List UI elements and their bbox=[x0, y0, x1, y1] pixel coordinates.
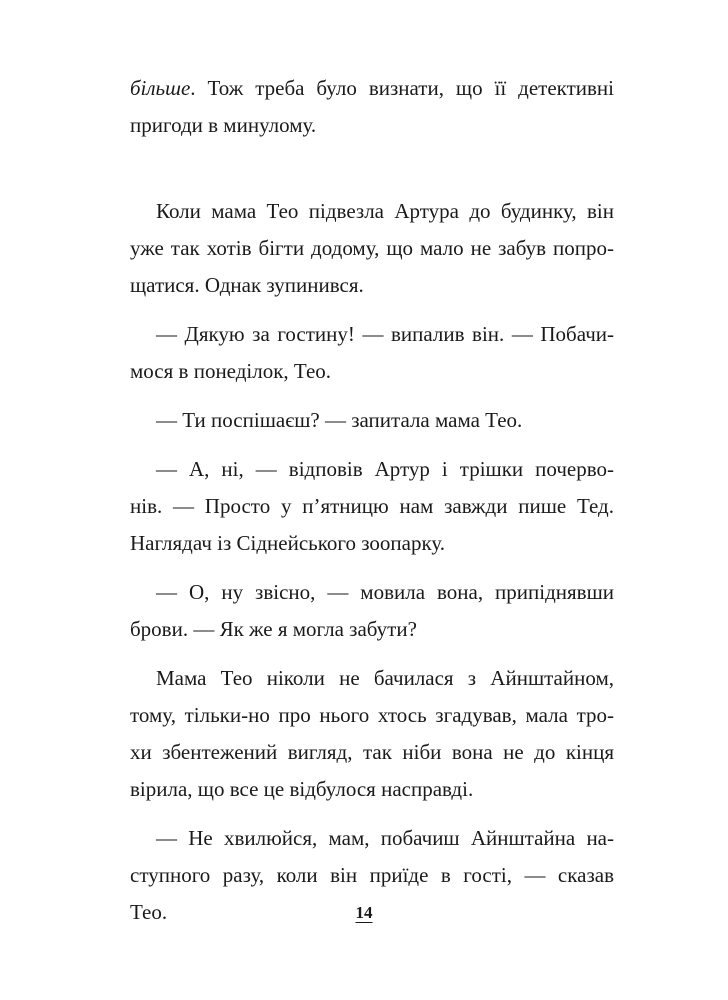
text-line: Наглядач із Сіднейського зоопарку. bbox=[130, 531, 446, 555]
italic-word: більше bbox=[130, 76, 191, 100]
page-number: 14 bbox=[355, 903, 373, 922]
text-line: мося в понеділок, Тео. bbox=[130, 359, 332, 383]
text-line: щатися. Однак зупинився. bbox=[130, 273, 364, 297]
text-line: нів. — Просто у п’ятницю нам завжди пише Тед. bbox=[130, 494, 614, 518]
text-line: брови. — Як же я могла забути? bbox=[130, 617, 417, 641]
paragraph-start: — Не хвилюйся, мам, побачиш Айнштайна на- bbox=[156, 826, 614, 850]
paragraph-start: Мама Тео ніколи не бачилася з Айнштайном, bbox=[156, 666, 614, 690]
paragraph-start: — Дякую за гостину! — випалив він. — Побачи- bbox=[156, 322, 614, 346]
book-page-body bbox=[130, 70, 614, 931]
section-break bbox=[130, 144, 614, 181]
text-line: тому, тільки-но про нього хтось згадував, мала тро- bbox=[130, 703, 614, 727]
text-line: більше. Тож треба було визнати, що її детективні bbox=[130, 76, 614, 100]
paragraph-start: Коли мама Тео підвезла Артура до будинку, він bbox=[156, 199, 614, 223]
text-line: хи збентежений вигляд, так ніби вона не до кінця bbox=[130, 740, 614, 764]
text-line: пригоди в минулому. bbox=[130, 113, 317, 137]
text-line: уже так хотів бігти додому, що мало не забув попро- bbox=[130, 236, 614, 260]
text-line: ступного разу, коли він приїде в гості, — сказав bbox=[130, 863, 614, 887]
text-line: вірила, що все це відбулося насправді. bbox=[130, 777, 474, 801]
paragraph-start: — Ти поспішаєш? — запитала мама Тео. bbox=[156, 408, 523, 432]
paragraph-start: — О, ну звісно, — мовила вона, припіднявши bbox=[156, 580, 614, 604]
text-line: Тео. bbox=[130, 900, 168, 924]
paragraph-start: — А, ні, — відповів Артур і трішки почерво- bbox=[156, 457, 614, 481]
